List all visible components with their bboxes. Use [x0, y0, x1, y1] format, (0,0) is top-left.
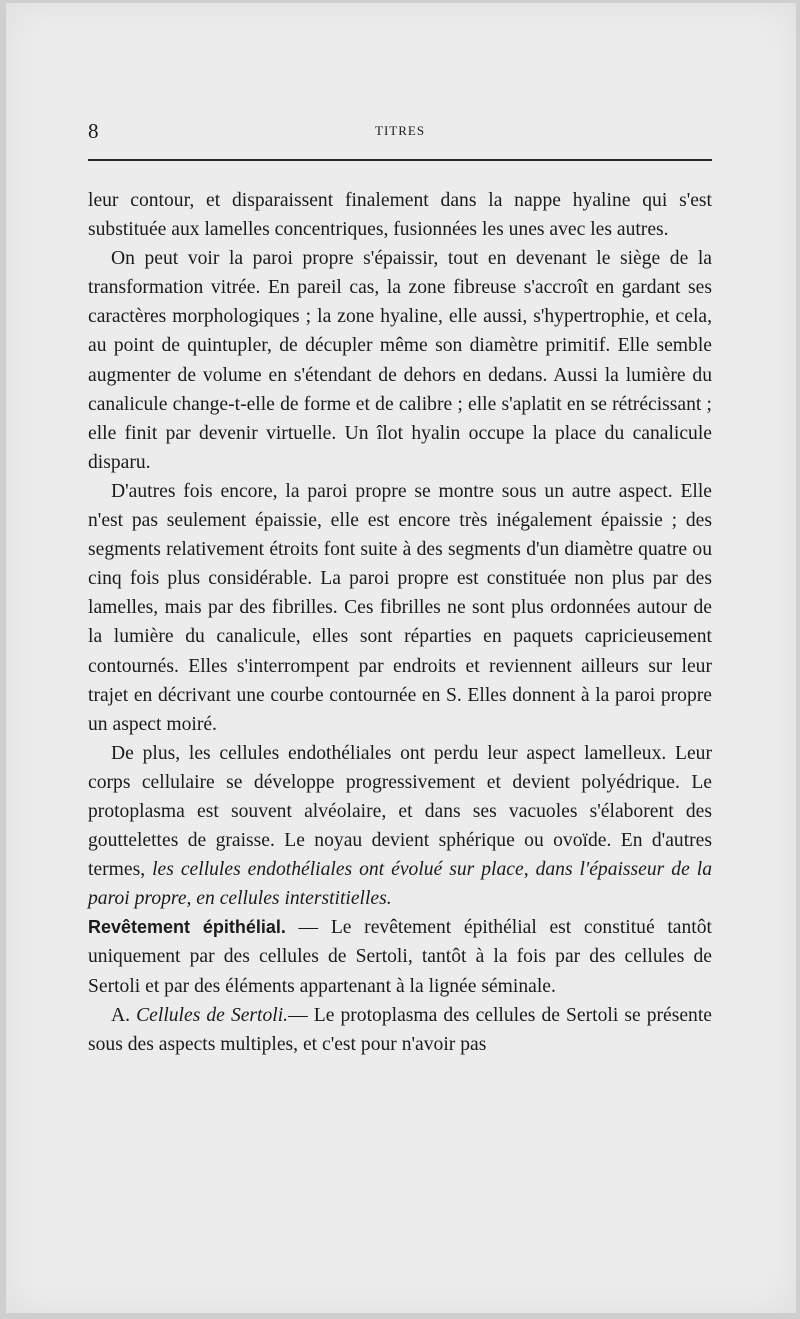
book-page [6, 3, 796, 1313]
paragraph-6-label: A. [111, 1004, 137, 1026]
paragraph-4 [88, 739, 712, 914]
page-number: 8 [88, 119, 99, 143]
paragraph-6-text: — Le protoplasma des cellules de Sertoli se présente sous des aspects multiples, et c'est pour n'avoir pas [88, 1004, 712, 1055]
paragraph-4-italic: les cellules endothéliales ont évolué sur place, dans l'épaisseur de la paroi propre, en cellules interstitielles. [88, 859, 712, 910]
paragraph-6-italic: Cellules de Sertoli. [136, 1004, 289, 1026]
header-rule [88, 159, 712, 161]
page-header [88, 119, 712, 143]
body-text [88, 186, 712, 1059]
paragraph-4-text: De plus, les cellules endothéliales ont perdu leur aspect lamelleux. Leur corps cellulaire se développe progressivement et devient polyédrique. Le protoplasma est souvent alvéolaire, et dans ses vacuoles s'élaborent des gouttelettes de graisse. Le noyau devient sphérique ou ovoïde. En d'autres termes, [88, 742, 712, 881]
paragraph-5 [88, 913, 712, 1000]
paragraph-3: D'autres fois encore, la paroi propre se montre sous un autre aspect. Elle n'est pas seulement épaissie, elle est encore très inégalement épaissie ; des segments relativement étroits font suite à des segments d'un diamètre quatre ou cinq fois plus considérable. La paroi propre est constituée non plus par des lamelles, mais par des fibrilles. Ces fibrilles ne sont plus ordonnées autour de la lumière du canalicule, elles sont réparties en paquets capricieusement contournés. Elles s'interrompent par endroits et reviennent ailleurs sur leur trajet en décrivant une courbe contournée en S. Elles donnent à la paroi propre un aspect moiré. [88, 480, 712, 735]
paragraph-1: leur contour, et disparaissent finalement dans la nappe hyaline qui s'est substituée aux lamelles concentriques, fusionnées les unes avec les autres. [88, 190, 712, 241]
section-heading: Revêtement épithélial. [88, 917, 286, 938]
paragraph-6 [88, 1001, 712, 1059]
running-title: TITRES [375, 123, 426, 138]
paragraph-2: On peut voir la paroi propre s'épaissir, tout en devenant le siège de la transformation vitrée. En pareil cas, la zone fibreuse s'accroît en gardant ses caractères morphologiques ; la zone hyaline, elle aussi, s'hypertrophie, et cela, au point de quintupler, de décupler même son diamètre primitif. Elle semble augmenter de volume en s'étendant de dehors en dedans. Aussi la lumière du canalicule change-t-elle de forme et de calibre ; elle s'aplatit en se rétrécissant ; elle finit par devenir virtuelle. Un îlot hyalin occupe la place du canalicule disparu. [88, 248, 712, 473]
paragraph-5-text: — Le revêtement épithélial est constitué tantôt uniquement par des cellules de Sertoli, tantôt à la fois par des cellules de Sertoli et par des éléments appartenant à la lignée séminale. [88, 917, 712, 997]
